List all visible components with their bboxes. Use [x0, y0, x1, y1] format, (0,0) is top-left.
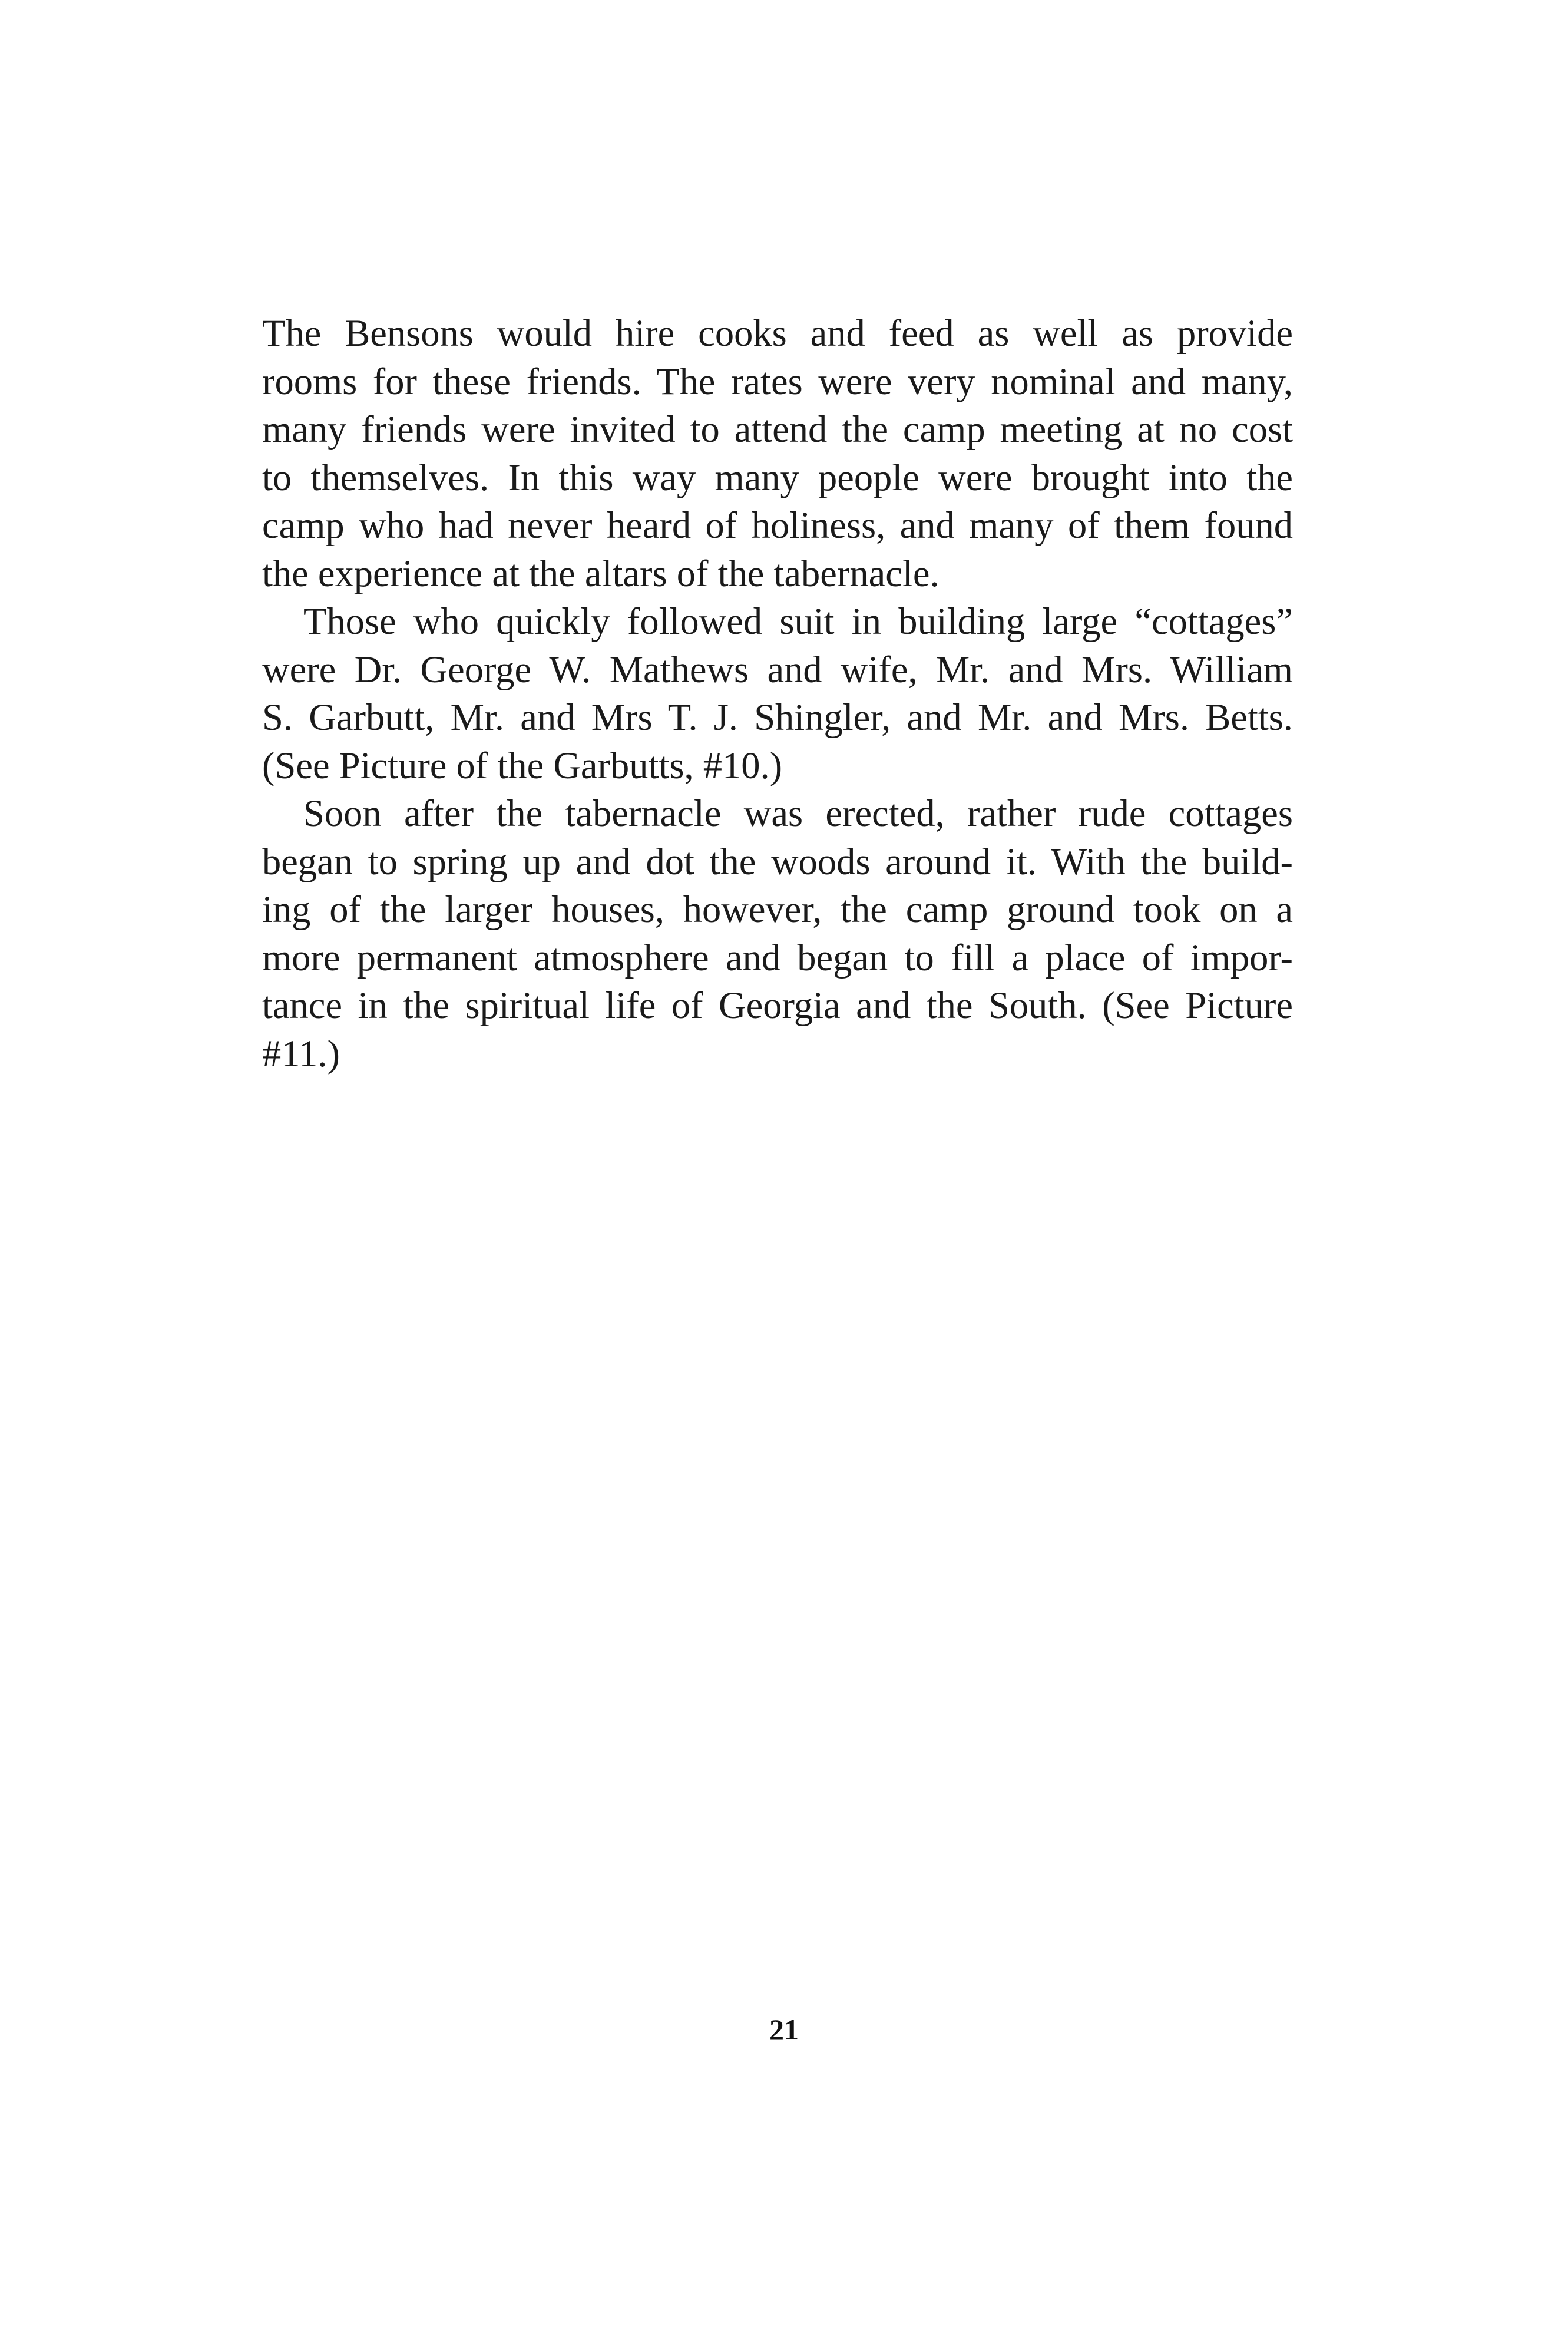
paragraph-1-line-1: The Bensons would hire cooks and feed as well as provide	[262, 312, 1293, 354]
paragraph-2-line-4: (See Picture of the Garbutts, #10.)	[262, 744, 783, 786]
paragraph-1-line-4: to themselves. In this way many people were brought into the	[262, 456, 1293, 498]
paragraph-3-line-3: ing of the larger houses, however, the camp ground took on a	[262, 888, 1293, 930]
paragraph-3-line-5: tance in the spiritual life of Georgia and the South. (See Picture	[262, 984, 1293, 1026]
paragraph-1-line-6: the experience at the altars of the tabernacle.	[262, 552, 940, 594]
paragraph-1-line-5: camp who had never heard of holiness, and many of them found	[262, 504, 1293, 546]
paragraph-3-line-4: more permanent atmosphere and began to fill a place of impor-	[262, 936, 1293, 979]
paragraph-2-line-2: were Dr. George W. Mathews and wife, Mr. and Mrs. William	[262, 648, 1293, 690]
paragraph-3-line-1: Soon after the tabernacle was erected, rather rude cottages	[303, 792, 1293, 834]
page-number: 21	[769, 2013, 799, 2046]
paragraph-1-line-3: many friends were invited to attend the camp meeting at no cost	[262, 408, 1293, 450]
body-text	[262, 309, 1293, 1077]
paragraph-2-line-1: Those who quickly followed suit in building large “cottages”	[303, 600, 1293, 642]
paragraph-1-line-2: rooms for these friends. The rates were very nominal and many,	[262, 360, 1293, 402]
paragraph-2-line-3: S. Garbutt, Mr. and Mrs T. J. Shingler, and Mr. and Mrs. Betts.	[262, 696, 1293, 738]
paragraph-3-line-6: #11.)	[262, 1032, 340, 1075]
paragraph-3-line-2: began to spring up and dot the woods around it. With the build-	[262, 840, 1293, 882]
